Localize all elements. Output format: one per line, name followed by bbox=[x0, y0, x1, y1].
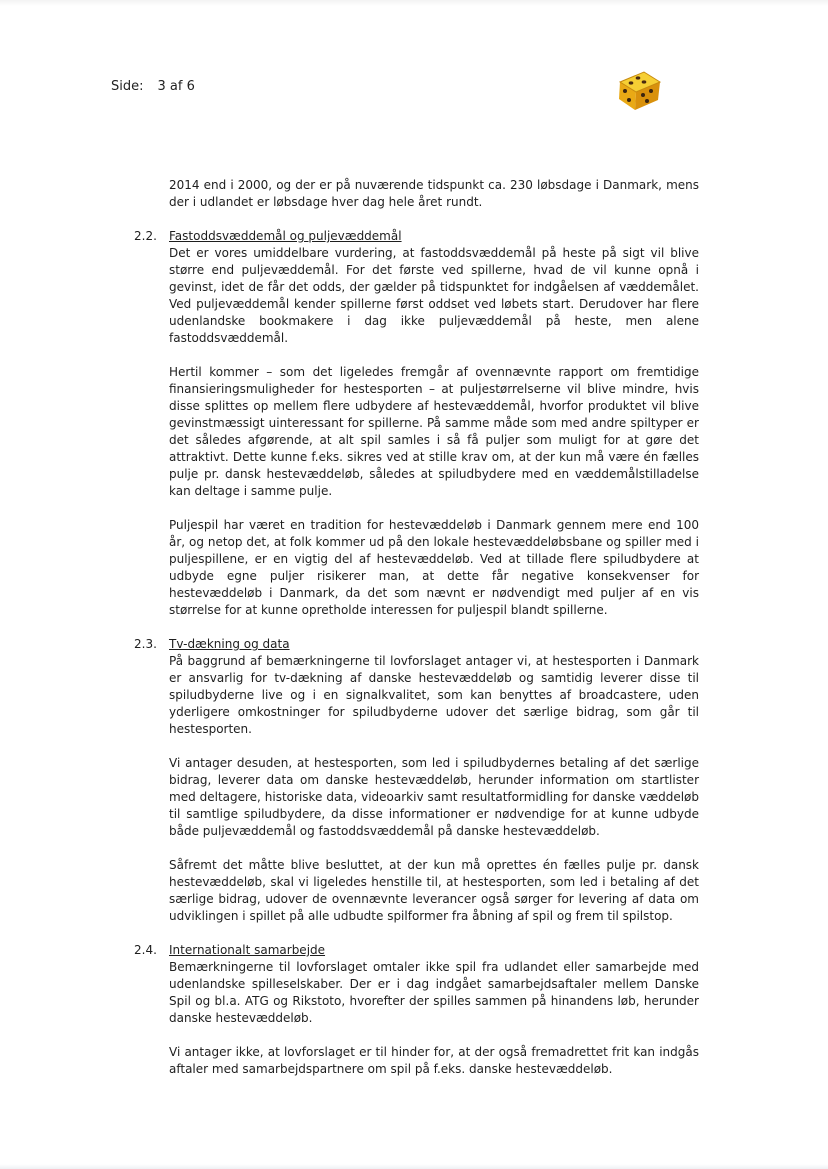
paragraph: Vi antager desuden, at hestesporten, som led i spiludbydernes betaling af det særlige bidrag, leverer data om danske hestevæddeløb, herunder information om startlister med deltagere, historiske data, videoarkiv samt resultatformidling for danske væddeløb til samtlige spiludbydere, da disse informationer er nødvendige for at kunne udbyde både puljevæddemål og fastoddsvæddemål på danske hestevæddeløb. bbox=[169, 756, 699, 838]
paragraph: Det er vores umiddelbare vurdering, at fastoddsvæddemål på heste på sigt vil blive større end puljevæddemål. For det første ved spillerne, hvad de vil kunne opnå i gevinst, idet de får det odds, der gælder på tidspunktet for indgåelsen af væddemålet. Ved puljevæddemål kender spillerne først oddset ved løbets start. Derudover har flere udenlandske bookmakere i dag ikke puljevæddemål på heste, men alene fastoddsvæddemål. bbox=[169, 246, 699, 345]
section-title: Internationalt samarbejde bbox=[169, 943, 326, 957]
paragraph: Vi antager ikke, at lovforslaget er til hinder for, at der også fremadrettet frit kan indgås aftaler med samarbejdspartnere om spil på f.eks. danske hestevæddeløb. bbox=[169, 1045, 699, 1076]
paragraph: Hertil kommer – som det ligeledes fremgår af ovennævnte rapport om fremtidige finansieringsmuligheder for hestesporten – at puljestørrelserne vil blive mindre, hvis disse splittes op mellem flere udbydere af hestevæddemål, hvorfor produktet vil blive gevinstmæssigt uinteressant for spillerne. På samme måde som med andre spiltyper er det således afgørende, at alt spil samles i så få puljer som muligt for at gøre det attraktivt. Dette kunne f.eks. sikres ved at stille krav om, at der kun må være én fælles pulje pr. dansk hestevæddeløb, således at spiludbydere med en væddemålstilladelse kan deltage i samme pulje. bbox=[169, 365, 699, 498]
paragraph: Bemærkningerne til lovforslaget omtaler ikke spil fra udlandet eller samarbejde med udenlandske spilleselskaber. Der er i dag indgået samarbejdsaftaler mellem Danske Spil og bl.a. ATG og Rikstoto, hvorefter der spilles sammen på hinandens løb, herunder danske hestevæddeløb. bbox=[169, 960, 699, 1025]
section-2-4 bbox=[134, 942, 699, 1078]
dice-logo-icon bbox=[614, 66, 664, 112]
paragraph: Såfremt det måtte blive besluttet, at der kun må oprettes én fælles pulje pr. dansk hestevæddeløb, skal vi ligeledes henstille til, at hestesporten, som led i betaling af det særlige bidrag, udover de ovennævnte leverancer også sørger for levering af data om udviklingen i spillet på alle udbudte spilformer fra åbning af spil og frem til spilstop. bbox=[169, 858, 699, 923]
page-value: 3 af 6 bbox=[157, 79, 195, 94]
section-2-3 bbox=[134, 636, 699, 925]
section-heading bbox=[134, 636, 699, 653]
page-number bbox=[111, 79, 195, 94]
section-number: 2.2. bbox=[134, 229, 157, 243]
section-title: Tv-dækning og data bbox=[169, 637, 290, 651]
paragraph: Puljespil har været en tradition for hestevæddeløb i Danmark gennem mere end 100 år, og netop det, at folk kommer ud på den lokale hestevæddeløbsbane og spiller med i puljespillene, er en vigtig del af hestevæddeløb. Ved at tillade flere spiludbydere at udbyde egne puljer risikerer man, at dette får negative konsekvenser for hestevæddeløb i Danmark, da det som nævnt er nødvendigt med puljer af en vis størrelse for at kunne opretholde interessen for puljespil blandt spillerne. bbox=[169, 518, 699, 617]
page-label: Side: bbox=[111, 79, 144, 94]
section-number: 2.3. bbox=[134, 637, 157, 651]
section-title: Fastoddsvæddemål og puljevæddemål bbox=[169, 229, 402, 243]
bottom-edge bbox=[0, 1164, 828, 1169]
document-body bbox=[134, 177, 699, 1078]
section-number: 2.4. bbox=[134, 943, 157, 957]
intro-continuation: 2014 end i 2000, og der er på nuværende tidspunkt ca. 230 løbsdage i Danmark, mens der i udlandet er løbsdage hver dag hele året rundt. bbox=[169, 178, 699, 209]
section-heading bbox=[134, 942, 699, 959]
paragraph: På baggrund af bemærkningerne til lovforslaget antager vi, at hestesporten i Danmark er ansvarlig for tv-dækning af danske hestevæddeløb og samtidig leverer disse til spiludbyderne live og i en signalkvalitet, som kan benyttes af broadcastere, uden yderligere omkostninger for spiludbyderne udover det særlige bidrag, som går til hestesporten. bbox=[169, 654, 699, 736]
section-heading bbox=[134, 228, 699, 245]
top-edge bbox=[0, 0, 828, 6]
section-2-2 bbox=[134, 228, 699, 619]
